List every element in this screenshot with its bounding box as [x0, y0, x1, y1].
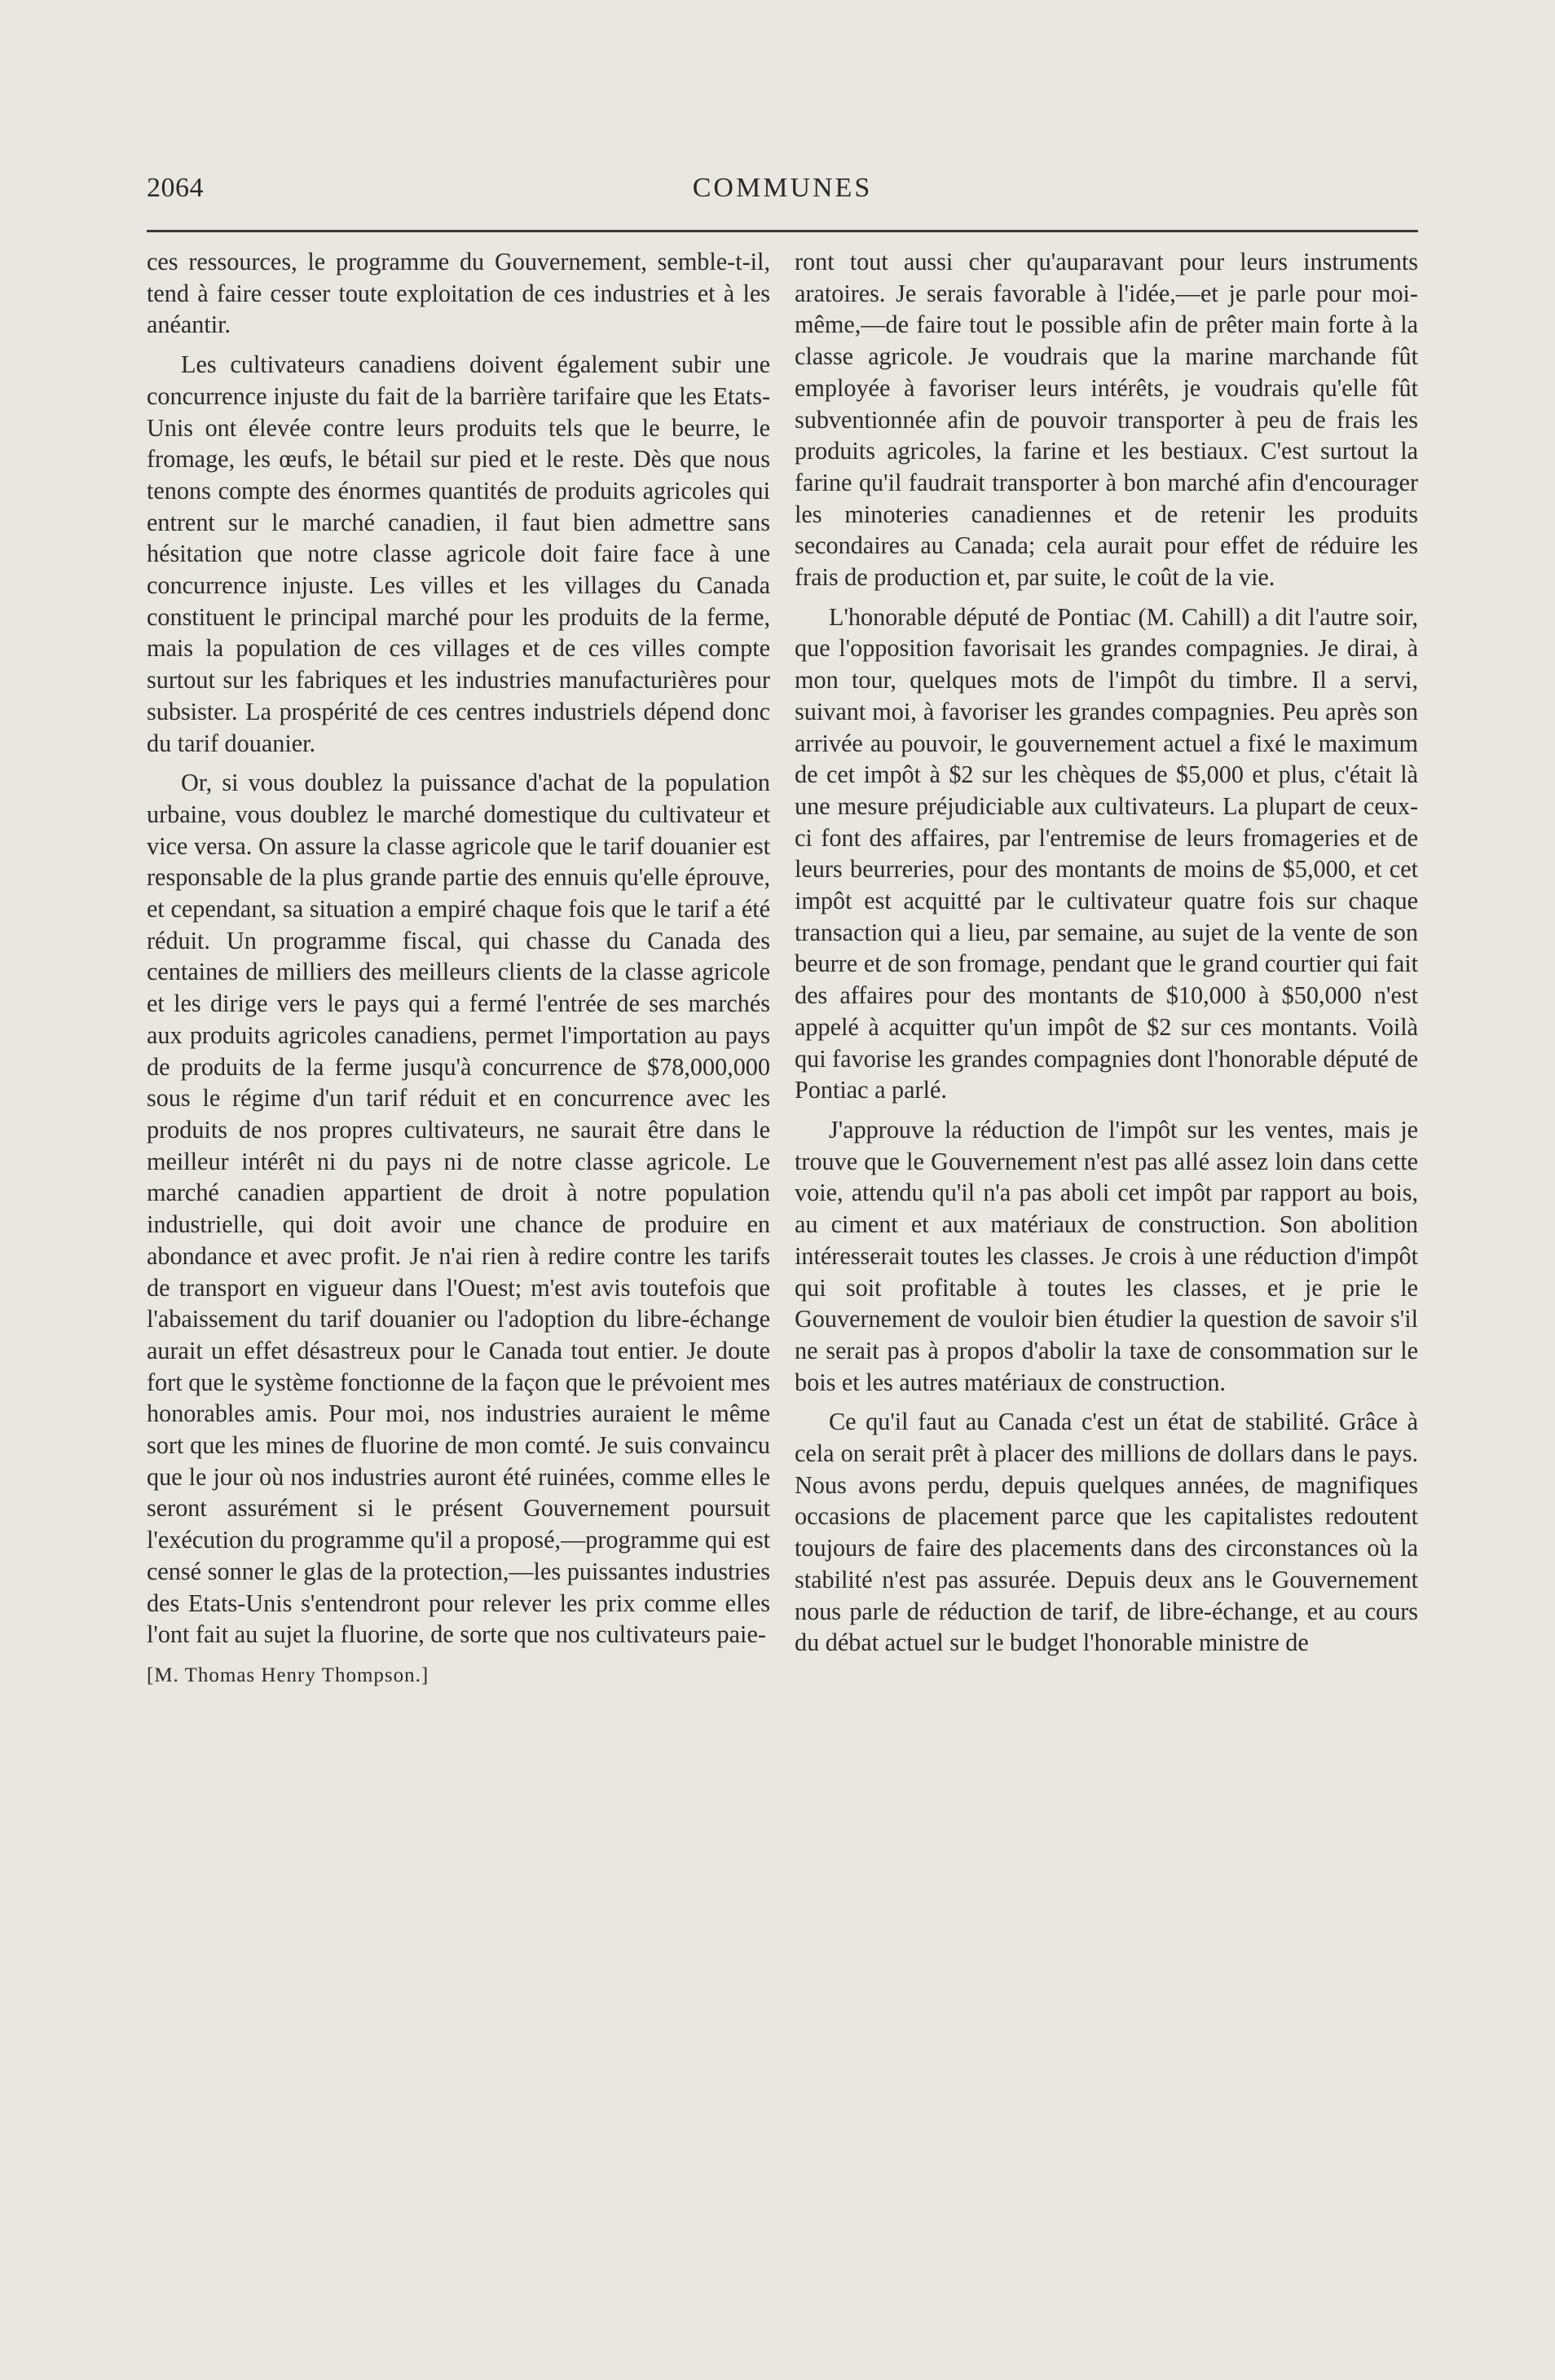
paragraph: ront tout aussi cher qu'auparavant pour leurs instruments aratoires. Je serais favorable à l'idée,—et je parle pour moi-même,—de faire tout le possible afin de prêter main forte à la classe agricole. Je voudrais que la marine marchande fût employée à favoriser leurs intérêts, je voudrais qu'elle fût subventionnée afin de pouvoir transporter à peu de frais les produits agricoles, la farine et les bestiaux. C'est surtout la farine qu'il faudrait transporter à bon marché afin d'encourager les minoteries canadiennes et de retenir les produits secondaires au Canada; cela aurait pour effet de réduire les frais de production et, par suite, le coût de la vie.: [795, 248, 1418, 592]
paragraph: J'approuve la réduction de l'impôt sur les ventes, mais je trouve que le Gouvernement n'est pas allé assez loin dans cette voie, attendu qu'il n'a pas aboli cet impôt par rapport au bois, au ciment et aux matériaux de construction. Son abolition intéresserait toutes les classes. Je crois à une réduction d'impôt qui soit profitable à toutes les classes, et je prie le Gouvernement de vouloir bien étudier la question de savoir s'il ne serait pas à propos d'abolir la taxe de consommation sur le bois et les autres matériaux de construction.: [795, 1115, 1418, 1396]
paragraph: Or, si vous doublez la puissance d'achat de la population urbaine, vous doublez le marché domestique du cultivateur et vice versa. On assure la classe agricole que le tarif douanier est responsable de la plus grande partie des ennuis qu'elle éprouve, et cependant, sa situation a empiré chaque fois que le tarif a été réduit. Un programme fiscal, qui chasse du Canada des centaines de milliers des meilleurs clients de la classe agricole et les dirige vers le pays qui a fermé l'entrée de ses marchés aux produits agricoles canadiens, permet l'importation au pays de produits de la ferme jusqu'à concurrence de $78,000,000 sous le régime d'un tarif réduit et en concurrence avec les produits de nos propres cultivateurs, ne saurait être dans le meilleur intérêt ni du pays ni de notre classe agricole. Le marché canadien appartient de droit à notre population industrielle, qui doit avoir une chance de produire en abondance et avec profit. Je n'ai rien à redire contre les tarifs de transport en vigueur dans l'Ouest; m'est avis toutefois que l'abaissement du tarif douanier ou l'adoption du libre-échange aurait un effet désastreux pour le Canada tout entier. Je doute fort que le système fonctionne de la façon que le prévoient mes honorables amis. Pour moi, nos industries auraient le même sort que les mines de fluorine de mon comté. Je suis convaincu que le jour où nos industries auront été ruinées, comme elles le seront assurément si le présent Gouvernement poursuit l'exécution du programme qu'il a proposé,—programme qui est censé sonner le glas de la protection,—les puissantes industries des Etats-Unis s'entendront pour relever les prix comme elles l'ont fait au sujet la fluorine, de sorte que nos cultivateurs paie-: [147, 769, 770, 1649]
paragraph: L'honorable député de Pontiac (M. Cahill) a dit l'autre soir, que l'opposition favorisait les grandes compagnies. Je dirai, à mon tour, quelques mots de l'impôt du timbre. Il a servi, suivant moi, à favoriser les grandes compagnies. Peu après son arrivée au pouvoir, le gouvernement actuel a fixé le maximum de cet impôt à $2 sur les chèques de $5,000 et plus, c'était là une mesure préjudiciable aux cultivateurs. La plupart de ceux-ci font des affaires, par l'entremise de leurs fromageries et de leurs beurreries, pour des montants de moins de $5,000, et cet impôt est acquitté par le cultivateur quatre fois sur chaque transaction qui a lieu, par semaine, au sujet de la vente de son beurre et de son fromage, pendant que le grand courtier qui fait des affaires pour des montants de $10,000 à $50,000 n'est appelé à acquitter qu'un impôt de $2 sur ces montants. Voilà qui favorise les grandes compagnies dont l'honorable député de Pontiac a parlé.: [795, 602, 1418, 1104]
paragraph: Ce qu'il faut au Canada c'est un état de stabilité. Grâce à cela on serait prêt à placer des millions de dollars dans le pays. Nous avons perdu, depuis quelques années, de magnifiques occasions de placement parce que les capitalistes redoutent toujours de faire des placements dans des circonstances où la stabilité n'est pas assurée. Depuis deux ans le Gouvernement nous parle de réduction de tarif, de libre-échange, et au cours du débat actuel sur le budget l'honorable ministre de: [795, 1408, 1418, 1657]
speaker-note: [M. Thomas Henry Thompson.]: [147, 1664, 429, 1686]
page-header: [147, 163, 1418, 212]
left-column: [147, 246, 770, 1692]
page-number: 2064: [147, 173, 204, 203]
paragraph: Les cultivateurs canadiens doivent également subir une concurrence injuste du fait de la barrière tarifaire que les Etats-Unis ont élevée contre leurs produits tels que le beurre, le fromage, les œufs, le bétail sur pied et le reste. Dès que nous tenons compte des énormes quantités de produits agricoles qui entrent sur le marché canadien, il faut bien admettre sans hésitation que notre classe agricole doit faire face à une concurrence injuste. Les villes et les villages du Canada constituent le principal marché pour les produits de la ferme, mais la population de ces villages et de ces villes compte surtout sur les fabriques et les industries manufacturières pour subsister. La prospérité de ces centres industriels dépend donc du tarif douanier.: [147, 350, 770, 757]
header-rule: [147, 230, 1418, 232]
right-column: [795, 246, 1418, 1659]
paragraph: ces ressources, le programme du Gouvernement, semble-t-il, tend à faire cesser toute exploitation de ces industries et à les anéantir.: [147, 248, 770, 339]
running-head: COMMUNES: [692, 173, 873, 203]
